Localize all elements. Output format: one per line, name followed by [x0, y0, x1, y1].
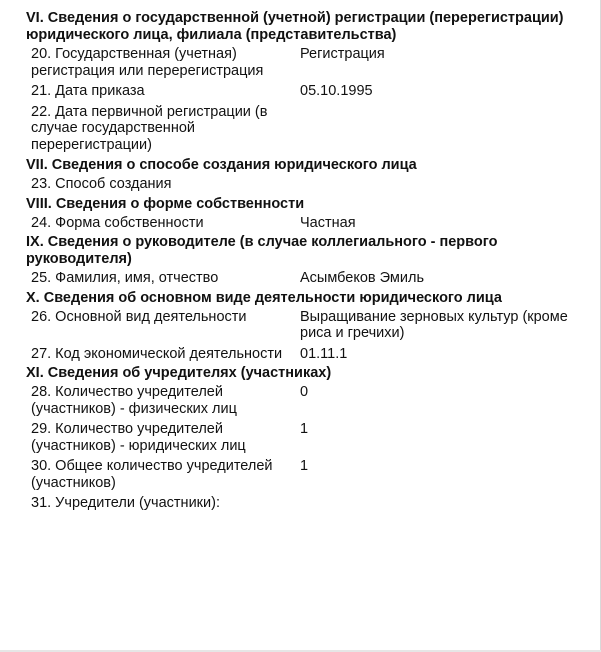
section-title-head: IX. Сведения о руководителе (в случае коллегиального - первого руководителя)	[26, 234, 498, 267]
field-value	[300, 176, 601, 193]
field-row-creation-method	[31, 176, 601, 193]
field-row-founders-total	[31, 458, 601, 491]
field-label: 23. Способ создания	[31, 176, 172, 192]
field-row-founders-list	[31, 495, 601, 512]
field-value: 0	[300, 384, 309, 400]
field-label: 26. Основной вид деятельности	[31, 308, 247, 325]
field-row-head-name	[31, 270, 601, 287]
field-label: 28. Количество учредителей (участников) - физических лиц	[31, 384, 237, 417]
section-title-registration: VI. Сведения о государственной (учетной) регистрации (перерегистрации) юридического лица, филиала (представительства)	[26, 10, 564, 43]
field-label: 25. Фамилия, имя, отчество	[31, 270, 219, 286]
section-title-creation-method: VII. Сведения о способе создания юридического лица	[26, 157, 417, 173]
field-value: 01.11.1	[300, 345, 348, 362]
field-value: 05.10.1995	[300, 83, 373, 99]
field-value: Регистрация	[300, 46, 385, 62]
field-row-founders-legal-entities	[31, 421, 601, 454]
field-label: 29. Количество учредителей (участников) - юридических лиц	[31, 421, 246, 454]
field-label: 24. Форма собственности	[31, 214, 204, 231]
field-value: 1	[300, 421, 309, 437]
section-title-founders: XI. Сведения об учредителях (участниках)	[26, 365, 332, 381]
field-value: Выращивание зерновых культур (кроме риса и гречихи)	[300, 308, 568, 341]
field-row-first-registration-date	[31, 104, 601, 154]
field-row-ownership-form	[31, 215, 601, 232]
field-value: Частная	[300, 214, 356, 231]
field-label: 31. Учредители (участники):	[31, 495, 220, 511]
field-value: Асымбеков Эмиль	[300, 270, 425, 286]
field-label: 21. Дата приказа	[31, 83, 145, 99]
section-title-main-activity: X. Сведения об основном виде деятельности юридического лица	[26, 289, 502, 306]
field-value	[300, 104, 601, 154]
field-label: 22. Дата первичной регистрации (в случае государственной перерегистрации)	[31, 103, 268, 153]
field-row-activity-code	[31, 346, 601, 363]
field-label: 30. Общее количество учредителей (участников)	[31, 458, 273, 491]
field-label: 20. Государственная (учетная) регистрация или перерегистрация	[31, 46, 264, 79]
field-row-order-date	[31, 83, 601, 100]
field-value: 1	[300, 458, 309, 474]
field-row-main-activity	[31, 309, 601, 342]
field-row-founders-individuals	[31, 384, 601, 417]
field-label: 27. Код экономической деятельности	[31, 345, 283, 362]
section-title-ownership: VIII. Сведения о форме собственности	[26, 195, 305, 212]
field-value	[331, 495, 601, 512]
field-row-registration-type	[31, 46, 601, 79]
